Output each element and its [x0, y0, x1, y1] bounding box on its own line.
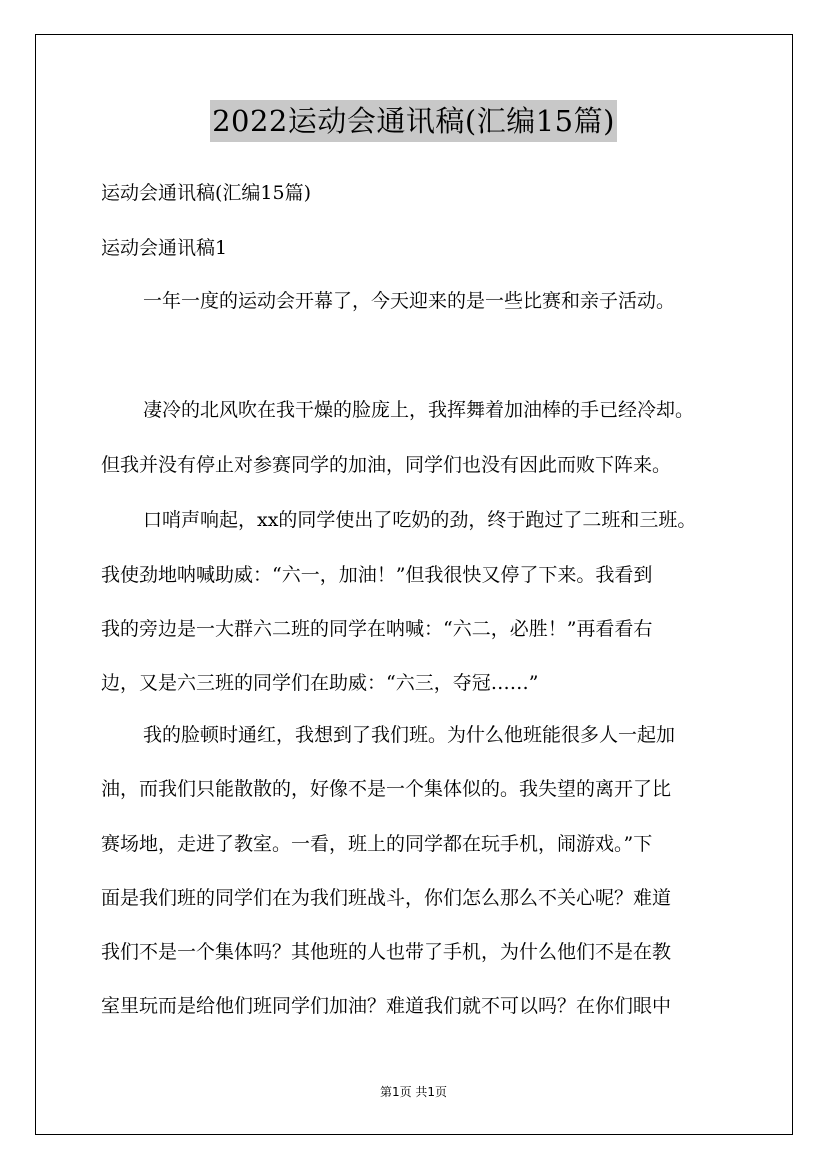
paragraph-line: 面是我们班的同学们在为我们班战斗，你们怎么那么不关心呢？难道 [101, 887, 672, 909]
paragraph-line: 我使劲地呐喊助威：“六一，加油！”但我很快又停了下来。我看到 [101, 564, 653, 586]
section-heading: 运动会通讯稿1 [101, 237, 228, 259]
document-title: 2022运动会通讯稿(汇编15篇) [210, 100, 617, 142]
title-container [0, 100, 827, 142]
paragraph-line: 边，又是六三班的同学们在助威：“六三，夺冠……” [101, 672, 539, 694]
paragraph-line: 凄冷的北风吹在我干燥的脸庞上，我挥舞着加油棒的手已经冷却。 [143, 399, 695, 421]
paragraph-line: 赛场地，走进了教室。一看，班上的同学都在玩手机，闹游戏。”下 [101, 833, 653, 855]
paragraph-line: 一年一度的运动会开幕了，今天迎来的是一些比赛和亲子活动。 [143, 290, 676, 312]
paragraph-line: 我的旁边是一大群六二班的同学在呐喊：“六二，必胜！”再看看右 [101, 618, 653, 640]
paragraph-line: 室里玩而是给他们班同学们加油？难道我们就不可以吗？在你们眼中 [101, 995, 672, 1017]
paragraph-line: 但我并没有停止对参赛同学的加油，同学们也没有因此而败下阵来。 [101, 454, 672, 476]
page-footer: 第1页 共1页 [379, 1085, 448, 1099]
document-subtitle: 运动会通讯稿(汇编15篇) [101, 182, 312, 204]
paragraph-line: 我的脸顿时通红，我想到了我们班。为什么他班能很多人一起加 [143, 724, 676, 746]
paragraph-line: 我们不是一个集体吗？其他班的人也带了手机，为什么他们不是在教 [101, 941, 672, 963]
paragraph-line: 油，而我们只能散散的，好像不是一个集体似的。我失望的离开了比 [101, 778, 672, 800]
paragraph-line: 口哨声响起，xx的同学使出了吃奶的劲，终于跑过了二班和三班。 [143, 509, 697, 531]
